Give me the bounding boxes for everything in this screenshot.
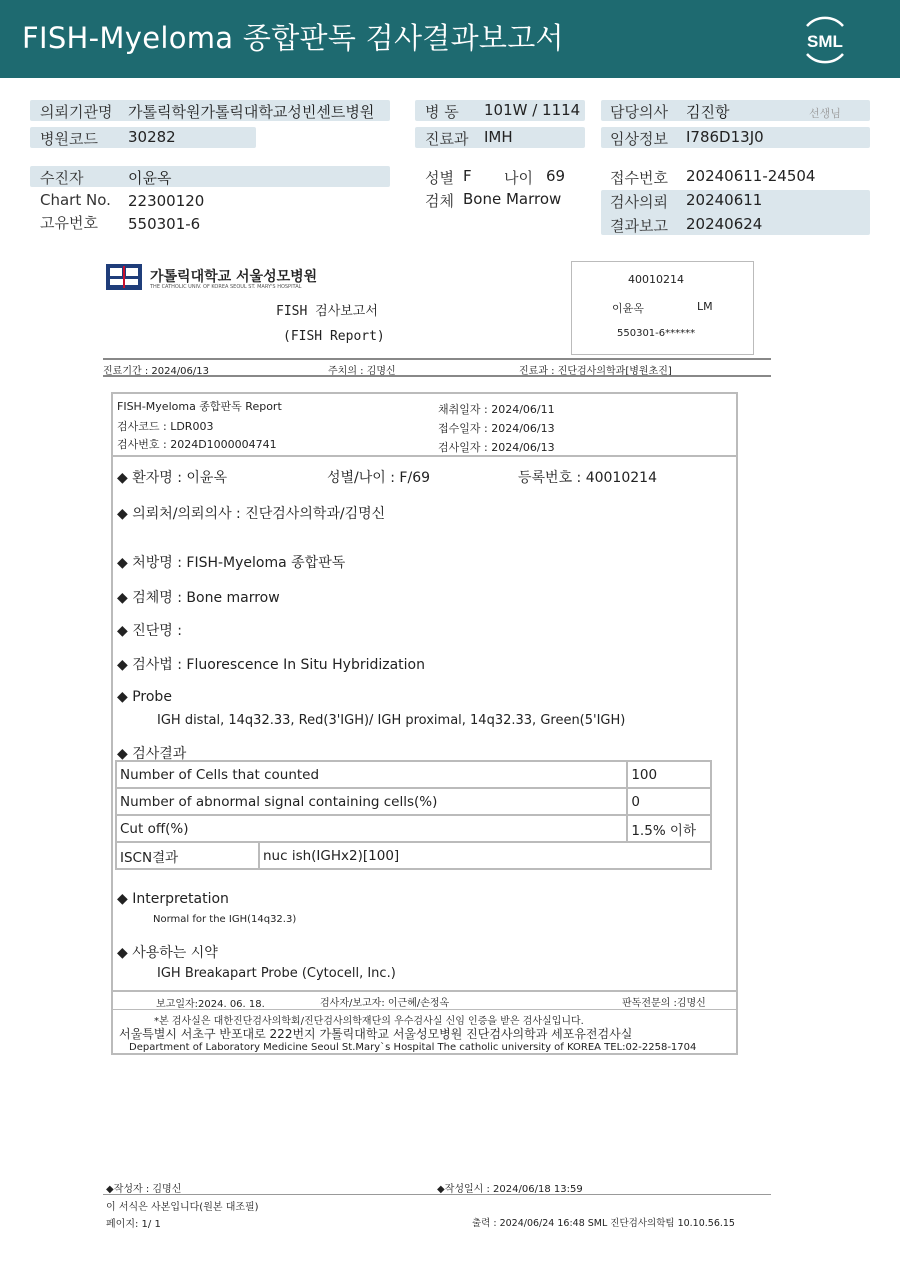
chart-value: 22300120 (128, 192, 205, 210)
department: 진료과 : 진단검사의학과[병원초진] (519, 366, 672, 377)
iscn-value: nuc ish(IGHx2)[100] (259, 842, 711, 869)
sex-label: 성별 (425, 169, 454, 187)
ward-label: 병 동 (425, 103, 459, 121)
lab-address: 서울특별시 서초구 반포대로 222번지 가톨릭대학교 서울성모병원 진단검사의학과 세포유전검사실 (119, 1027, 633, 1041)
reg-number-line: 등록번호 : 40010214 (518, 470, 657, 486)
patient-label: 수진자 (40, 169, 84, 187)
result-label: Number of abnormal signal containing cells(%) (116, 788, 627, 815)
probe-heading: ◆ Probe (117, 689, 172, 705)
dept-value: IMH (484, 128, 513, 146)
page-title: FISH-Myeloma 종합판독 검사결과보고서 (22, 21, 564, 55)
request-label: 검사의뢰 (610, 193, 668, 211)
hospital-name: 가톨릭대학교 서울성모병원 (150, 269, 318, 285)
id-flag: LM (697, 300, 713, 313)
probe-text: IGH distal, 14q32.33, Red(3'IGH)/ IGH proximal, 14q32.33, Green(5'IGH) (157, 713, 626, 728)
patient-value: 이윤옥 (128, 169, 172, 187)
sml-logo-icon (797, 12, 853, 68)
test-code: 검사코드 : LDR003 (117, 420, 214, 433)
report-title-en: (FISH Report) (283, 329, 385, 344)
header-bar (0, 0, 900, 78)
reader: 판독전문의 :김명신 (622, 998, 706, 1009)
id-number: 40010214 (628, 273, 684, 286)
print-info: 출력 : 2024/06/24 16:48 SML 진단검사의학팀 10.10.56.15 (472, 1218, 735, 1229)
result-value: 1.5% 이하 (627, 815, 711, 842)
result-heading: ◆ 검사결과 (117, 746, 187, 762)
iscn-label: ISCN결과 (116, 842, 259, 869)
referrer-line: ◆ 의뢰처/의뢰의사 : 진단검사의학과/김명신 (117, 506, 386, 522)
table-row (116, 788, 711, 815)
table-row (116, 761, 711, 788)
written-date: ◆작성일시 : 2024/06/18 13:59 (437, 1184, 583, 1195)
lab-address-en: Department of Laboratory Medicine Seoul St.Mary`s Hospital The catholic university of KOREA TEL:02-2258-1704 (129, 1042, 697, 1053)
result-table (115, 760, 712, 870)
interpretation-heading: ◆ Interpretation (117, 891, 229, 907)
id-rrn: 550301-6****** (617, 328, 696, 339)
hospital-subtitle: THE CATHOLIC UNIV. OF KOREA SEOUL ST. MARY'S HOSPITAL (150, 284, 302, 290)
requesting-org-label: 의뢰기관명 (40, 103, 113, 121)
examiner: 검사자/보고자: 이근혜/손정옥 (320, 998, 450, 1009)
clinical-value: I786D13J0 (686, 128, 764, 146)
receive-date: 접수일자 : 2024/06/13 (438, 422, 555, 435)
attending-physician: 주치의 : 김명신 (328, 366, 396, 377)
result-value: 100 (627, 761, 711, 788)
id-name: 이윤옥 (612, 302, 644, 315)
logo-text: SML (807, 32, 843, 51)
doctor-label: 담당의사 (610, 103, 668, 121)
result-label: Cut off(%) (116, 815, 627, 842)
clinical-label: 임상정보 (610, 130, 668, 148)
age-label: 나이 (504, 169, 533, 187)
divider (111, 990, 738, 992)
chart-label: Chart No. (40, 191, 111, 209)
hospital-code-value: 30282 (128, 128, 176, 146)
age-value: 69 (546, 167, 566, 185)
report-date: 보고일자:2024. 06. 18. (156, 999, 265, 1010)
report-value: 20240624 (686, 215, 763, 233)
ward-value: 101W / 1114 (484, 101, 581, 119)
test-number: 검사번호 : 2024D1000004741 (117, 438, 277, 451)
sex-value: F (463, 167, 472, 185)
exam-date: 검사일자 : 2024/06/13 (438, 441, 555, 454)
page-number: 페이지: 1/ 1 (106, 1219, 161, 1230)
report-label: 결과보고 (610, 217, 668, 235)
divider (103, 358, 771, 360)
doctor-value: 김진항 (686, 103, 730, 121)
divider (103, 375, 771, 377)
uid-value: 550301-6 (128, 215, 201, 233)
divider (111, 455, 738, 457)
table-row (116, 842, 711, 869)
author: ◆작성자 : 김명신 (106, 1184, 182, 1195)
interpretation-text: Normal for the IGH(14q32.3) (153, 914, 297, 925)
result-value: 0 (627, 788, 711, 815)
dept-label: 진료과 (425, 130, 469, 148)
hospital-logo-icon (105, 262, 143, 292)
specimen-line: ◆ 검체명 : Bone marrow (117, 590, 280, 606)
sex-age-line: 성별/나이 : F/69 (327, 470, 431, 486)
method-line: ◆ 검사법 : Fluorescence In Situ Hybridization (117, 657, 425, 673)
hospital-code-label: 병원코드 (40, 130, 98, 148)
treatment-period: 진료기간 : 2024/06/13 (103, 366, 210, 377)
certification-note: *본 검사실은 대한진단검사의학회/진단검사의학재단의 우수검사실 신임 인증을 받은 검사실입니다. (154, 1016, 584, 1027)
reagent-text: IGH Breakapart Probe (Cytocell, Inc.) (157, 966, 396, 981)
result-label: Number of Cells that counted (116, 761, 627, 788)
report-title-ko: FISH 검사보고서 (276, 304, 378, 319)
patient-line: ◆ 환자명 : 이윤옥 (117, 470, 227, 486)
divider (111, 1009, 738, 1010)
uid-label: 고유번호 (40, 214, 98, 232)
specimen-label: 검체 (425, 192, 454, 210)
copy-note: 이 서식은 사본입니다(원본 대조필) (106, 1202, 259, 1213)
doctor-suffix: 선생님 (809, 107, 841, 120)
order-line: ◆ 처방명 : FISH-Myeloma 종합판독 (117, 555, 346, 571)
table-row (116, 815, 711, 842)
test-name: FISH-Myeloma 종합판독 Report (117, 400, 282, 413)
specimen-value: Bone Marrow (463, 190, 562, 208)
requesting-org-value: 가톨릭학원가톨릭대학교성빈센트병원 (128, 103, 375, 121)
request-value: 20240611 (686, 191, 763, 209)
collect-date: 채취일자 : 2024/06/11 (438, 403, 555, 416)
divider (103, 1194, 771, 1195)
receipt-value: 20240611-24504 (686, 167, 816, 185)
receipt-label: 접수번호 (610, 169, 668, 187)
reagent-heading: ◆ 사용하는 시약 (117, 945, 218, 961)
diagnosis-line: ◆ 진단명 : (117, 623, 182, 639)
patient-pill (30, 166, 390, 187)
